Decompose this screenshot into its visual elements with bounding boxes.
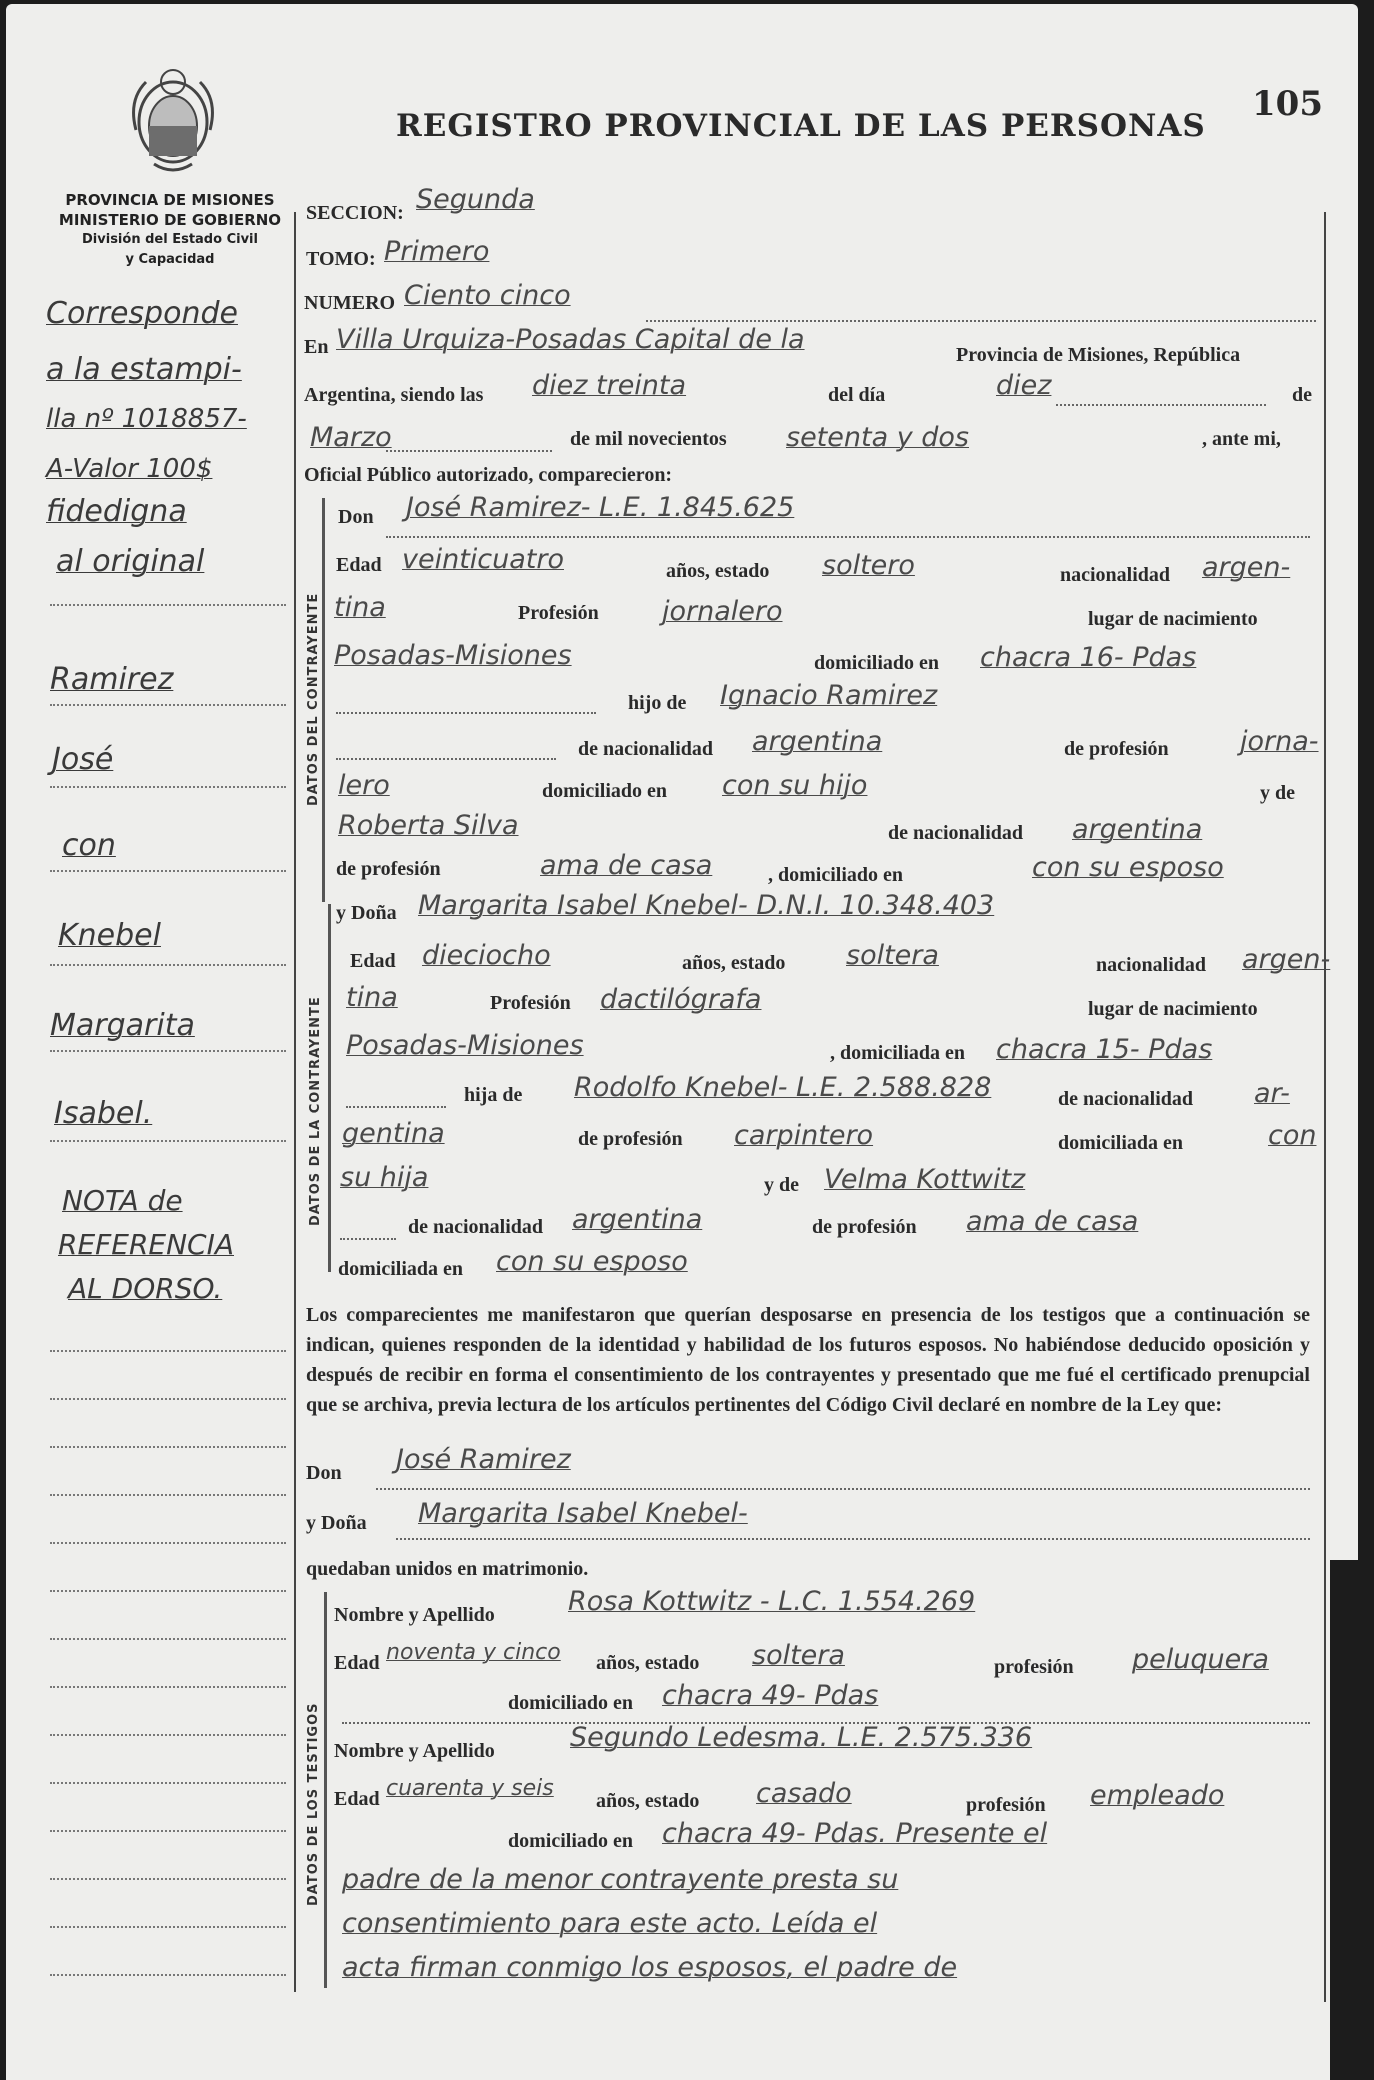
anio-value: setenta y dos [786,422,969,453]
margin-note-line: A-Valor 100$ [46,454,213,484]
dotted-line [340,1238,396,1240]
dona-label: y Doña [336,902,397,924]
margin-dotted-line [50,1446,286,1448]
margin-note-line: Corresponde [46,296,238,331]
contrayenta-name-value: Margarita Isabel Knebel- D.N.I. 10.348.403 [418,890,995,921]
tomo-label: TOMO: [306,248,376,270]
margin-dotted-line [50,1926,286,1928]
contrayenta-edad-value: dieciocho [422,940,551,971]
contrayente-padre-domicilio: con su hijo [722,770,868,801]
testigo2-domiciliado-label: domiciliado en [508,1830,634,1852]
dotted-line [376,1488,1310,1490]
testigo1-domicilio-value: chacra 49- Pdas [662,1680,879,1711]
contrayente-madre-nacionalidad: argentina [1072,814,1203,845]
contrayente-padre-profesion: jorna- [1240,726,1319,757]
hora-value: diez treinta [532,370,687,401]
margin-note-line: lla nº 1018857- [46,404,247,434]
contrayenta-section-label: DATOS DE LA CONTRAYENTE [308,996,323,1226]
madre-nacionalidad-label: de nacionalidad [888,822,1024,844]
dotted-line [1056,404,1266,406]
margin-dotted-line [50,1782,286,1784]
margin-note-line: AL DORSO. [68,1272,223,1305]
testigo1-edad-value: noventa y cinco [386,1640,561,1665]
profesion-label: Profesión [518,602,599,624]
contrayenta-domicilio-value: chacra 15- Pdas [996,1034,1213,1065]
contrayente-madre-profesion: ama de casa [540,850,713,881]
dotted-line [346,1106,446,1108]
document-sheet [6,4,1358,2080]
page-number: 105 [1252,84,1323,124]
contrayenta-estado-value: soltera [846,940,939,971]
de-mil-label: de mil novecientos [570,428,727,450]
margin-note-line: a la estampi- [46,352,242,387]
right-column-rule [1324,212,1326,2002]
lugar-nacimiento-label: lugar de nacimiento [1088,608,1258,630]
domiciliada-label: , domiciliada en [830,1042,966,1064]
tomo-value: Primero [384,236,490,267]
margin-dotted-line [50,1638,286,1640]
declaration-don-value: José Ramirez [396,1444,571,1475]
office-ministry: MINISTERIO DE GOBIERNO [58,211,282,229]
contrayente-padre-nacionalidad: argentina [752,726,883,757]
margin-dotted-line [50,1050,286,1052]
padre-domiciliada-label: domiciliada en [1058,1132,1184,1154]
en-label: En [304,336,329,358]
office-division: División del Estado Civil [82,232,258,247]
margin-note-line: al original [56,544,205,579]
contrayenta-padre-nacionalidad: ar- [1254,1078,1290,1109]
dotted-line [336,712,596,714]
contrayente-profesion-value: jornalero [662,596,783,627]
del-dia-label: del día [828,384,886,406]
testigo1-estado-value: soltera [752,1640,845,1671]
margin-note-line: fidedigna [46,494,187,529]
contrayente-nacionalidad-cont: tina [334,592,386,623]
don-label: Don [338,506,374,528]
contrayenta-lugar-value: Posadas-Misiones [346,1030,584,1061]
contrayenta-padre-domicilio-cont: su hija [340,1162,429,1193]
nacionalidad-label: nacionalidad [1096,954,1207,976]
declaration-dona-value: Margarita Isabel Knebel- [418,1498,748,1529]
nacionalidad-label: nacionalidad [1060,564,1171,586]
margin-dotted-line [50,1350,286,1352]
testigo1-profesion-value: peluquera [1132,1644,1269,1675]
contrayente-bracket [322,498,325,902]
testigo1-profesion-label: profesión [994,1656,1074,1678]
dotted-line [646,320,1316,322]
margin-dotted-line [50,604,286,606]
de-profesion-label: de profesión [578,1128,683,1150]
madre-profesion-label: de profesión [336,858,441,880]
margin-dotted-line [50,1878,286,1880]
seccion-label: SECCION: [306,202,404,224]
testigo2-domicilio-value: chacra 49- Pdas. Presente el [662,1818,1048,1849]
contrayente-padre-value: Ignacio Ramirez [720,680,938,711]
hija-de-label: hija de [464,1084,523,1106]
lugar-nacimiento-label: lugar de nacimiento [1088,998,1258,1020]
contrayenta-nacionalidad-cont: tina [346,982,398,1013]
de-label: de [1292,384,1312,406]
margin-dotted-line [50,1686,286,1688]
margin-dotted-line [50,1590,286,1592]
acta-note-line: padre de la menor contrayente presta su [342,1864,899,1895]
madre-profesion-label: de profesión [812,1216,917,1238]
de-nacionalidad-label: de nacionalidad [578,738,714,760]
profesion-label: Profesión [490,992,571,1014]
dona-label: y Doña [306,1512,367,1534]
provincia-text: Provincia de Misiones, República [956,344,1241,366]
testigo1-domiciliado-label: domiciliado en [508,1692,634,1714]
margin-dotted-line [50,1830,286,1832]
contrayente-name-value: José Ramirez- L.E. 1.845.625 [406,492,795,523]
contrayente-madre-domicilio: con su esposo [1032,852,1224,883]
contrayenta-madre-value: Velma Kottwitz [824,1164,1026,1195]
madre-domiciliado-label: , domiciliado en [768,864,904,886]
contrayenta-bracket [328,904,331,1272]
y-de-label: y de [1260,782,1295,804]
contrayente-estado-value: soltero [822,550,915,581]
testigo1-nombre-label: Nombre y Apellido [334,1604,495,1626]
hijo-de-label: hijo de [628,692,687,714]
testigo2-profesion-label: profesión [966,1794,1046,1816]
margin-name-line: Isabel. [54,1096,153,1131]
madre-domiciliada-label: domiciliada en [338,1258,464,1280]
dotted-line [386,536,1310,538]
dia-value: diez [996,370,1052,401]
ante-mi-label: , ante mi, [1202,428,1281,450]
dotted-line [386,450,552,452]
margin-dotted-line [50,786,286,788]
testigo1-anos-label: años, estado [596,1652,700,1674]
office-province: PROVINCIA DE MISIONES [65,191,275,209]
margin-note-line: REFERENCIA [58,1228,234,1261]
anos-estado-label: años, estado [666,560,770,582]
de-profesion-label: de profesión [1064,738,1169,760]
padre-domiciliado-label: domiciliado en [542,780,668,802]
acta-note-line: acta firman conmigo los esposos, el padre de [342,1952,958,1983]
seccion-value: Segunda [416,184,535,215]
dotted-line [396,1538,1310,1540]
numero-value: Ciento cinco [404,280,571,311]
contrayenta-padre-domicilio: con [1268,1120,1317,1151]
scan-border [1330,1560,1374,2080]
testigo2-edad-value: cuarenta y seis [386,1776,554,1801]
don-label: Don [306,1462,342,1484]
contrayente-padre-profesion-cont: lero [338,770,390,801]
testigo1-nombre-value: Rosa Kottwitz - L.C. 1.554.269 [568,1586,976,1617]
testigo2-profesion-value: empleado [1090,1780,1225,1811]
contrayenta-madre-profesion: ama de casa [966,1206,1139,1237]
contrayente-edad-value: veinticuatro [402,544,564,575]
margin-dotted-line [50,1494,286,1496]
lugar-acto-value: Villa Urquiza-Posadas Capital de la [336,324,805,355]
contrayenta-madre-domicilio: con su esposo [496,1246,688,1277]
testigo2-estado-value: casado [756,1778,852,1809]
acta-note-line: consentimiento para este acto. Leída el [342,1908,878,1939]
margin-name-line: Ramirez [50,662,174,697]
contrayenta-madre-nacionalidad: argentina [572,1204,703,1235]
madre-nacionalidad-label: de nacionalidad [408,1216,544,1238]
testigo1-edad-label: Edad [334,1652,380,1674]
document-title: REGISTRO PROVINCIAL DE LAS PERSONAS [396,108,1206,144]
testigos-section-label: DATOS DE LOS TESTIGOS [306,1702,321,1906]
oficial-text: Oficial Público autorizado, comparecieron: [304,464,673,486]
domiciliado-label: domiciliado en [814,652,940,674]
margin-name-line: con [62,828,116,863]
unidos-text: quedaban unidos en matrimonio. [306,1558,589,1580]
testigo2-edad-label: Edad [334,1788,380,1810]
contrayenta-profesion-value: dactilógrafa [600,984,762,1015]
margin-note-line: NOTA de [62,1184,183,1217]
contrayenta-padre-profesion: carpintero [734,1120,874,1151]
dotted-line [336,758,556,760]
margin-dotted-line [50,870,286,872]
testigo2-nombre-value: Segundo Ledesma. L.E. 2.575.336 [570,1722,1033,1753]
testigo2-nombre-label: Nombre y Apellido [334,1740,495,1762]
margin-dotted-line [50,1140,286,1142]
anos-estado-label: años, estado [682,952,786,974]
margin-dotted-line [50,1542,286,1544]
margin-name-line: Knebel [58,918,161,953]
testigo2-anos-label: años, estado [596,1790,700,1812]
de-nacionalidad-label: de nacionalidad [1058,1088,1194,1110]
margin-dotted-line [50,1734,286,1736]
issuing-office [50,190,290,270]
margin-name-line: Margarita [50,1008,195,1043]
margin-name-line: José [52,742,114,777]
contrayente-domicilio-value: chacra 16- Pdas [980,642,1197,673]
margin-dotted-line [50,1974,286,1976]
edad-label: Edad [350,950,396,972]
declaration-paragraph: Los comparecientes me manifestaron que querían desposarse en presencia de los testigos que a continuación se indican, quienes responden de la identidad y habilidad de los futuros esposos. No habiéndose deducido oposición y después de recibir en forma el consentimiento de los contrayentes y presentado que me fué el certificado prenupcial que se archiva, previa lectura de los artículos pertinentes del Código Civil declaré en nombre de la Ley que: [306,1304,1310,1416]
numero-label: NUMERO [304,292,396,314]
contrayenta-padre-value: Rodolfo Knebel- L.E. 2.588.828 [574,1072,992,1103]
margin-dotted-line [50,1398,286,1400]
argentina-text: Argentina, siendo las [304,384,484,406]
contrayente-section-label: DATOS DEL CONTRAYENTE [306,592,321,806]
contrayente-lugar-value: Posadas-Misiones [334,640,572,671]
y-de-label: y de [764,1174,799,1196]
contrayenta-padre-nacionalidad-cont: gentina [342,1118,445,1149]
contrayenta-nacionalidad-value: argen- [1242,944,1331,975]
contrayente-madre-value: Roberta Silva [338,810,519,841]
margin-dotted-line [50,964,286,966]
edad-label: Edad [336,554,382,576]
margin-dotted-line [50,704,286,706]
left-column-rule [294,212,296,1992]
testigos-bracket [324,1592,327,1988]
office-capacity: y Capacidad [125,252,215,267]
mes-value: Marzo [310,422,392,453]
contrayente-nacionalidad-value: argen- [1202,552,1291,583]
coat-of-arms-icon [124,60,222,180]
